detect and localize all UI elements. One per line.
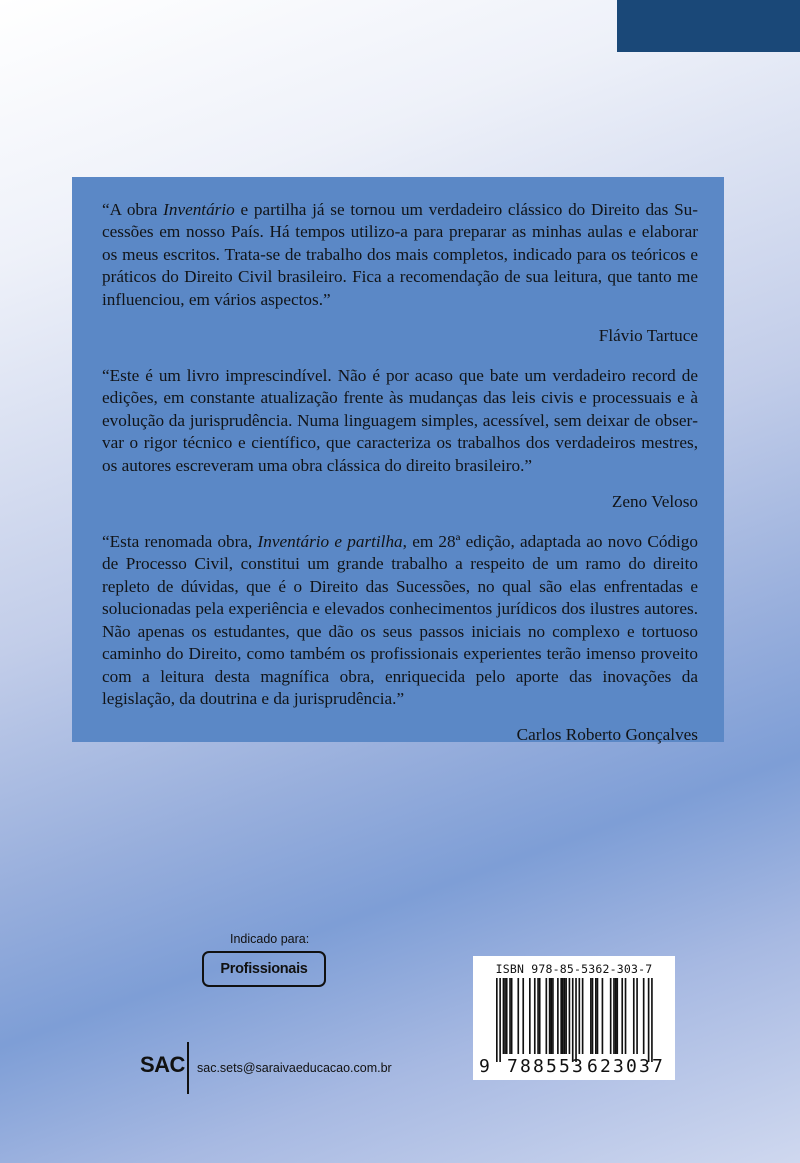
ean-digit: 5 <box>559 1056 570 1077</box>
barcode-bar <box>496 978 498 1062</box>
ean-digit: 9 <box>479 1056 490 1077</box>
barcode-bar <box>506 978 508 1054</box>
barcode-bar <box>621 978 623 1054</box>
barcode-bar <box>534 978 536 1054</box>
testimonial-author: Zeno Veloso <box>611 492 698 512</box>
barcode-bars-icon <box>487 978 661 1062</box>
barcode-bar <box>625 978 627 1054</box>
ean-digit: 3 <box>613 1056 624 1077</box>
ean-digit: 7 <box>652 1056 663 1077</box>
audience-label: Indicado para: <box>230 932 310 946</box>
quote-text: , em 28ª edição, adaptada ao novo Código de Processo Civil, constitui um grande trabalho a respeito de um ramo do direito repleto de dúvidas, que é o Direito das Sucessões, no qual são elas enfrentadas e solucionadas pela experiência e elevados conhecimentos jurídicos dos ilustres autores. Não apenas os estudantes, que dão os seus passos iniciais no complexo e tortuoso caminho do Direito, como também os profissionais experientes terão imenso proveito com a leitura desta magnífica obra, enriquecida pelo aporte das inovações da legislação, da doutrina e da jurisprudência.” <box>102 532 698 708</box>
barcode-bar <box>651 978 653 1062</box>
testimonial-quote <box>102 199 698 311</box>
barcode-bar <box>595 978 597 1054</box>
testimonials-box <box>72 177 724 745</box>
barcode-bar <box>511 978 513 1054</box>
barcode-bar <box>636 978 638 1054</box>
barcode-bar <box>557 978 559 1054</box>
barcode-bar <box>648 978 650 1062</box>
ean-digit: 0 <box>626 1056 637 1077</box>
testimonial-1 <box>102 199 698 347</box>
barcode-bar <box>539 978 541 1054</box>
barcode-bar <box>504 978 506 1054</box>
barcode-bar <box>592 978 594 1054</box>
barcode-bar <box>522 978 524 1054</box>
ean-digit: 3 <box>639 1056 650 1077</box>
ean-digit: 8 <box>533 1056 544 1077</box>
sac-divider <box>187 1042 189 1094</box>
quote-italic-text: Inventário e partilha <box>257 532 403 552</box>
barcode-bar <box>597 978 599 1054</box>
barcode-bar <box>565 978 567 1054</box>
barcode-bar <box>579 978 581 1054</box>
testimonial-2 <box>102 365 698 513</box>
isbn-barcode <box>473 956 675 1080</box>
barcode-bar <box>560 978 562 1054</box>
barcode-bar <box>613 978 615 1054</box>
testimonial-author: Carlos Roberto Gonçalves <box>516 725 698 745</box>
testimonial-author: Flávio Tartuce <box>598 326 698 346</box>
barcode-bar <box>517 978 519 1054</box>
barcode-bar <box>503 978 505 1054</box>
ean-digit: 5 <box>546 1056 557 1077</box>
sac-label: SAC <box>140 1052 185 1077</box>
barcode-bar <box>509 978 511 1054</box>
quote-text: e partilha já se tornou um verdadeiro clássico do Direito das Sucessões em nosso País. Há tempos utilizo-a para preparar as minhas aulas e elaborar os meus escritos. Trata-se de trabalho dos mais completos, indicado para os teóricos e práticos do Direito Civil brasileiro. Fica a recomendação de sua leitura, que tanto me influenciou, em vários aspectos.” <box>102 200 698 309</box>
barcode-bar <box>572 978 574 1062</box>
barcode-bar <box>575 978 577 1062</box>
barcode-bar <box>564 978 566 1054</box>
isbn-text: ISBN 978-85-5362-303-7 <box>495 962 653 976</box>
sac-email: sac.sets@saraivaeducacao.com.br <box>197 1061 392 1075</box>
testimonial-quote <box>102 365 698 477</box>
barcode-bar <box>590 978 592 1054</box>
quote-text: “A obra <box>102 200 164 219</box>
barcode-bar <box>582 978 584 1054</box>
barcode-bar <box>549 978 551 1054</box>
barcode-bar <box>643 978 645 1054</box>
barcode-bar <box>550 978 552 1054</box>
testimonial-quote <box>102 531 698 710</box>
quote-text: “Esta renomada obra, <box>102 532 258 552</box>
ean-digit: 6 <box>587 1056 598 1077</box>
barcode-bar <box>529 978 531 1054</box>
barcode-bar <box>552 978 554 1054</box>
barcode-bar <box>602 978 604 1054</box>
barcode-bar <box>499 978 501 1062</box>
barcode-bar <box>562 978 564 1054</box>
barcode-bar <box>546 978 548 1054</box>
barcode-bar <box>569 978 571 1054</box>
testimonial-3 <box>102 531 698 746</box>
ean-digit: 8 <box>520 1056 531 1077</box>
audience-badge: Profissionais <box>202 951 326 987</box>
corner-accent-bar <box>617 0 800 52</box>
barcode-bar <box>633 978 635 1054</box>
ean-digit: 2 <box>600 1056 611 1077</box>
ean-digit: 3 <box>572 1056 583 1077</box>
barcode-bar <box>610 978 612 1054</box>
barcode-bar <box>616 978 618 1054</box>
quote-text: “Este é um livro imprescindível. Não é por acaso que bate um verdadeiro record de edições, em constante atualização frente às mudanças das leis civis e processuais e à evolução da jurisprudência. Numa linguagem simples, acessível, sem deixar de observar o rigor técnico e científico, que caracteriza os trabalhos dos verdadeiros mestres, os autores escreveram uma obra clássica do direito brasileiro.” <box>102 366 698 475</box>
ean-digit: 7 <box>507 1056 518 1077</box>
barcode-bar <box>615 978 617 1054</box>
barcode-bar <box>537 978 539 1054</box>
quote-italic-text: Inventário <box>163 200 235 219</box>
